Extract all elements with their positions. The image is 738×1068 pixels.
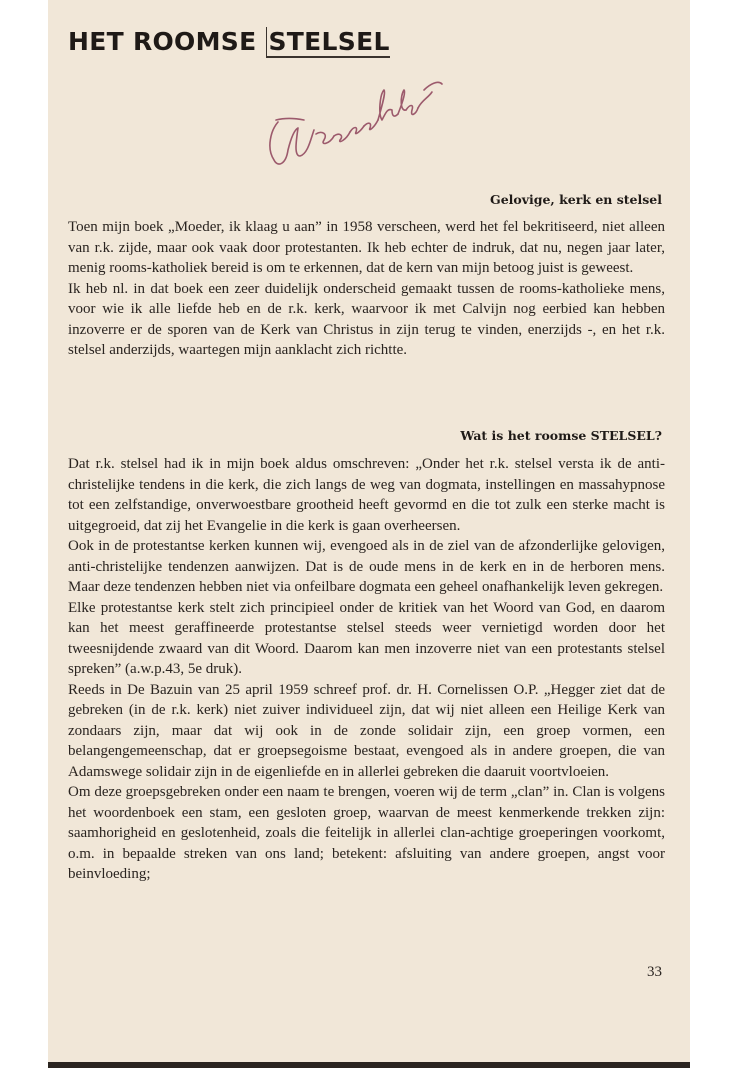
section-heading-gelovige: Gelovige, kerk en stelsel: [490, 192, 662, 207]
handwriting-drawing: [216, 60, 446, 190]
paragraph: Reeds in De Bazuin van 25 april 1959 schreef prof. dr. H. Cornelissen O.P. „Hegger ziet dat de gebreken (in de r.k. kerk) niet zuiver individueel zijn, dat wij niet alleen een Heilige Kerk van zondaars zijn, maar dat wij ook in de zonde solidair zijn, een groep vormen, een belangengemeenschap, dat er groepsegoisme bestaat, evengoed als in andere groepen, die van Adamswege solidair zijn in de eigenliefde en in allerlei gebreken die daaruit voortvloeien.: [68, 681, 665, 780]
paragraph: Om deze groepsgebreken onder een naam te brengen, voeren wij de term „clan” in. Clan is volgens het woordenboek een stam, een gesloten groep, waarvan de meest kenmerkende trekken zijn: saamhorigheid en geslotenheid, zoals die feitelijk in allerlei clan-achtige groeperingen voorkomt, o.m. in bepaalde streken van ons land; betekent: afsluiting van andere groepen, angst voor beinvloeding;: [68, 784, 665, 882]
page-title: [68, 27, 390, 56]
paragraph: Ik heb nl. in dat boek een zeer duidelijk onderscheid gemaakt tussen de rooms-katholieke mens, voor wie ik alle liefde heb en de r.k. kerk, waarvoor ik met Calvijn nog eerbied kan hebben inzoverre er de sporen van de Kerk van Christus in zijn terug te vinden, enerzijds -, en het r.k. stelsel anderzijds, waartegen mijn aanklacht zich richtte.: [68, 280, 665, 358]
paragraph: Elke protestantse kerk stelt zich principieel onder de kritiek van het Woord van God, en daarom kan het meest geraffineerde protestantse stelsel steeds weer vernietigd worden door het tweesnijdende zwaard van dit Woord. Daarom kan men inzoverre niet van een protestants stelsel spreken” (a.w.p.43, 5e druk).: [68, 599, 665, 677]
title-part-1: HET ROOMSE: [68, 27, 257, 56]
page-number: 33: [647, 964, 662, 980]
paragraph: Dat r.k. stelsel had ik in mijn boek aldus omschreven: „Onder het r.k. stelsel versta ik de anti-christelijke tendens in die kerk, die zich langs de weg van dogmata, instellingen en massahypnose tot een zelfstandige, onverwoestbare grootheid heeft gevormd en die tot zulk een sterke macht is uitgegroeid, dat zij het Evangelie in die kerk is gaan overheersen.: [68, 456, 665, 534]
page-edge-shadow: [48, 1062, 690, 1068]
section-1-body: [68, 217, 665, 361]
paragraph: Toen mijn boek „Moeder, ik klaag u aan” in 1958 verscheen, werd het fel bekritiseerd, niet alleen van r.k. zijde, maar ook vaak door protestanten. Ik heb echter de indruk, dat nu, negen jaar later, menig rooms-katholiek bereid is om te erkennen, dat de kern van mijn betoog juist is geweest.: [68, 219, 665, 276]
section-heading-roomse-stelsel: Wat is het roomse STELSEL?: [460, 428, 662, 443]
title-part-2: STELSEL: [266, 27, 390, 58]
section-2-body: [68, 454, 665, 885]
paragraph: Ook in de protestantse kerken kunnen wij, evengoed als in de ziel van de afzonderlijke gelovigen, anti-christelijke tendenzen aanwijzen. Dat is de oude mens in de kerk en in de herboren mens. Maar deze tendenzen hebben niet via onfeilbare dogmata een geheel onafhankelijk leven gekregen.: [68, 538, 665, 595]
book-page: [48, 0, 690, 1062]
handwritten-annotation: [216, 60, 446, 190]
